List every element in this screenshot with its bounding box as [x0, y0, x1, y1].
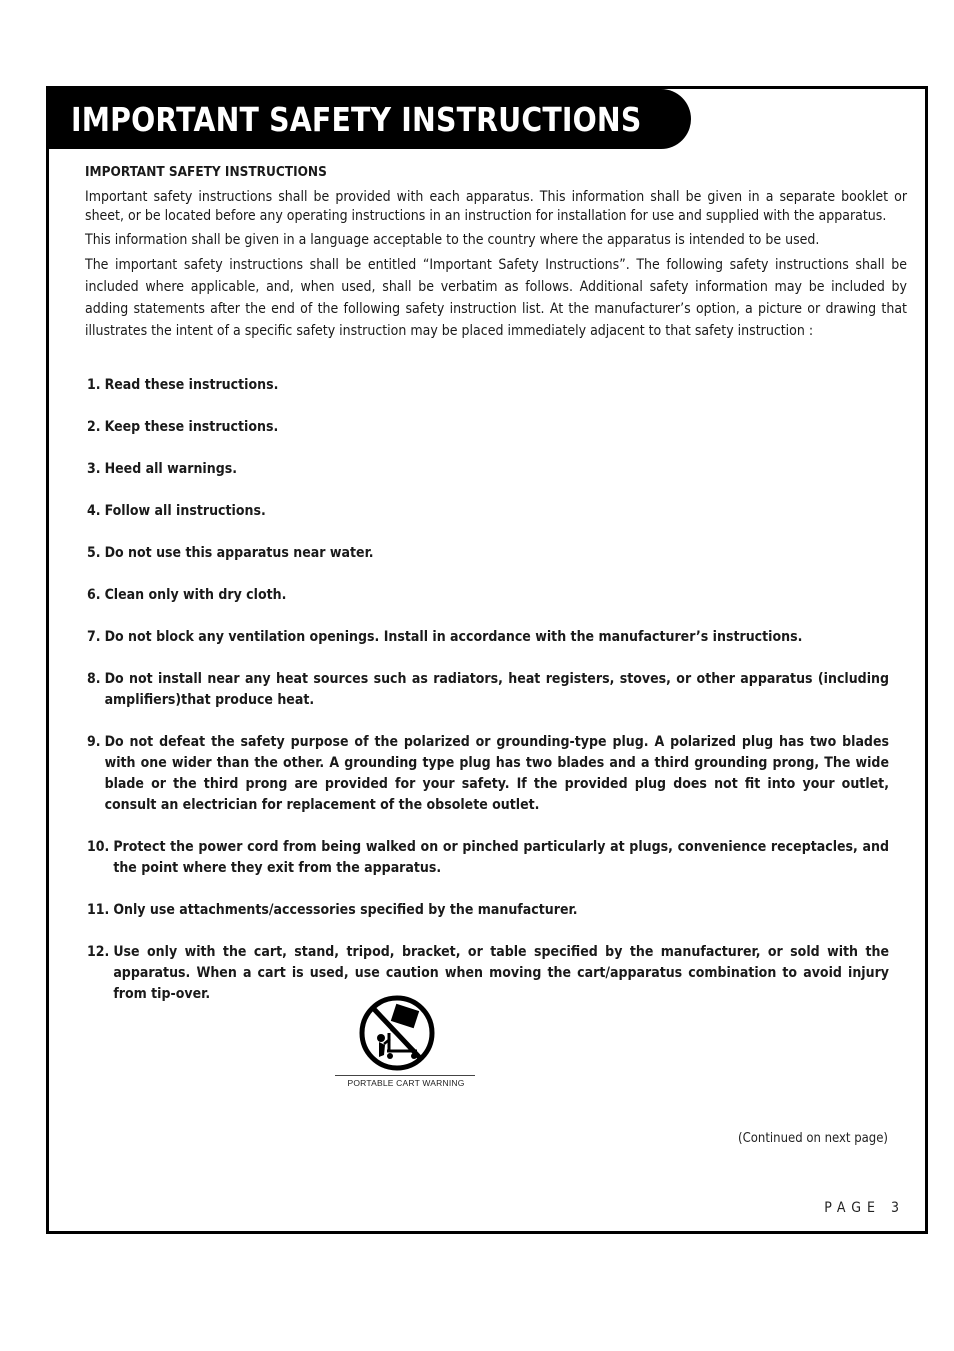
instruction-number: 5.	[87, 545, 101, 561]
instruction-number: 4.	[87, 503, 101, 519]
instruction-number: 7.	[87, 629, 101, 645]
intro-heading: IMPORTANT SAFETY INSTRUCTIONS	[85, 164, 327, 180]
portable-cart-figure	[333, 993, 479, 1088]
intro-paragraph: Important safety instructions shall be provided with each apparatus. This information shall be given in a separate booklet or sheet, or be located before any operating instructions in an instruction for installation for use and supplied with the apparatus.	[85, 188, 907, 224]
intro-paragraph: The important safety instructions shall be entitled “Important Safety Instructions”. The following safety instructions shall be included where applicable, and, when used, shall be verbatim as follows. Additional safety information may be included by adding statements after the end of the following safety instruction list. At the manufacturer’s option, a picture or drawing that illustrates the intent of a specific safety instruction may be placed immediately adjacent to that safety instruction :	[85, 257, 907, 339]
intro-section	[85, 163, 907, 346]
instruction-text: Do not install near any heat sources such as radiators, heat registers, stoves, or other apparatus (including amplifiers)that produce heat.	[104, 671, 889, 708]
instruction-text: Follow all instructions.	[104, 503, 266, 519]
instruction-number: 9.	[87, 734, 101, 750]
instruction-item	[87, 942, 889, 1005]
instruction-item	[87, 627, 889, 648]
instruction-text: Read these instructions.	[104, 377, 279, 393]
instruction-item	[87, 375, 889, 396]
page-number: PAGE 3	[824, 1200, 905, 1216]
instruction-item	[87, 459, 889, 480]
intro-paragraph: This information shall be given in a language acceptable to the country where the apparatus is intended to be used.	[85, 231, 820, 248]
instruction-list	[87, 375, 889, 1026]
figure-caption: PORTABLE CART WARNING	[347, 1078, 465, 1088]
instruction-text: Clean only with dry cloth.	[104, 587, 287, 603]
instruction-number: 1.	[87, 377, 101, 393]
instruction-text: Use only with the cart, stand, tripod, bracket, or table specified by the manufacturer, or sold with the apparatus. When a cart is used, use caution when moving the cart/apparatus combination to avoid injury from tip-over.	[113, 944, 889, 1002]
instruction-item	[87, 417, 889, 438]
continued-note: (Continued on next page)	[738, 1131, 888, 1146]
instruction-text: Keep these instructions.	[104, 419, 279, 435]
instruction-item	[87, 501, 889, 522]
instruction-number: 8.	[87, 671, 101, 687]
instruction-number: 10.	[87, 839, 110, 855]
instruction-text: Do not defeat the safety purpose of the polarized or grounding-type plug. A polarized plug has two blades with one wider than the other. A grounding type plug has two blades and a third grounding prong, The wide blade or the third prong are provided for your safety. If the provided plug does not fit into your outlet, consult an electrician for replacement of the obsolete outlet.	[104, 734, 889, 813]
instruction-text: Do not block any ventilation openings. Install in accordance with the manufacturer’s instructions.	[104, 629, 803, 645]
instruction-number: 11.	[87, 902, 110, 918]
instruction-item	[87, 732, 889, 816]
instruction-item	[87, 837, 889, 879]
instruction-number: 3.	[87, 461, 101, 477]
instruction-text: Heed all warnings.	[104, 461, 237, 477]
title-banner	[49, 89, 691, 149]
instruction-item	[87, 669, 889, 711]
page-title: IMPORTANT SAFETY INSTRUCTIONS	[71, 100, 642, 139]
portable-cart-warning-icon	[357, 993, 437, 1073]
instruction-number: 6.	[87, 587, 101, 603]
instruction-item	[87, 585, 889, 606]
instruction-text: Do not use this apparatus near water.	[104, 545, 374, 561]
page-frame	[46, 86, 928, 1234]
instruction-text: Protect the power cord from being walked on or pinched particularly at plugs, convenience receptacles, and the point where they exit from the apparatus.	[113, 839, 889, 876]
instruction-text: Only use attachments/accessories specified by the manufacturer.	[113, 902, 578, 918]
instruction-number: 2.	[87, 419, 101, 435]
instruction-item	[87, 900, 889, 921]
figure-divider	[335, 1075, 475, 1076]
instruction-item	[87, 543, 889, 564]
instruction-number: 12.	[87, 944, 110, 960]
